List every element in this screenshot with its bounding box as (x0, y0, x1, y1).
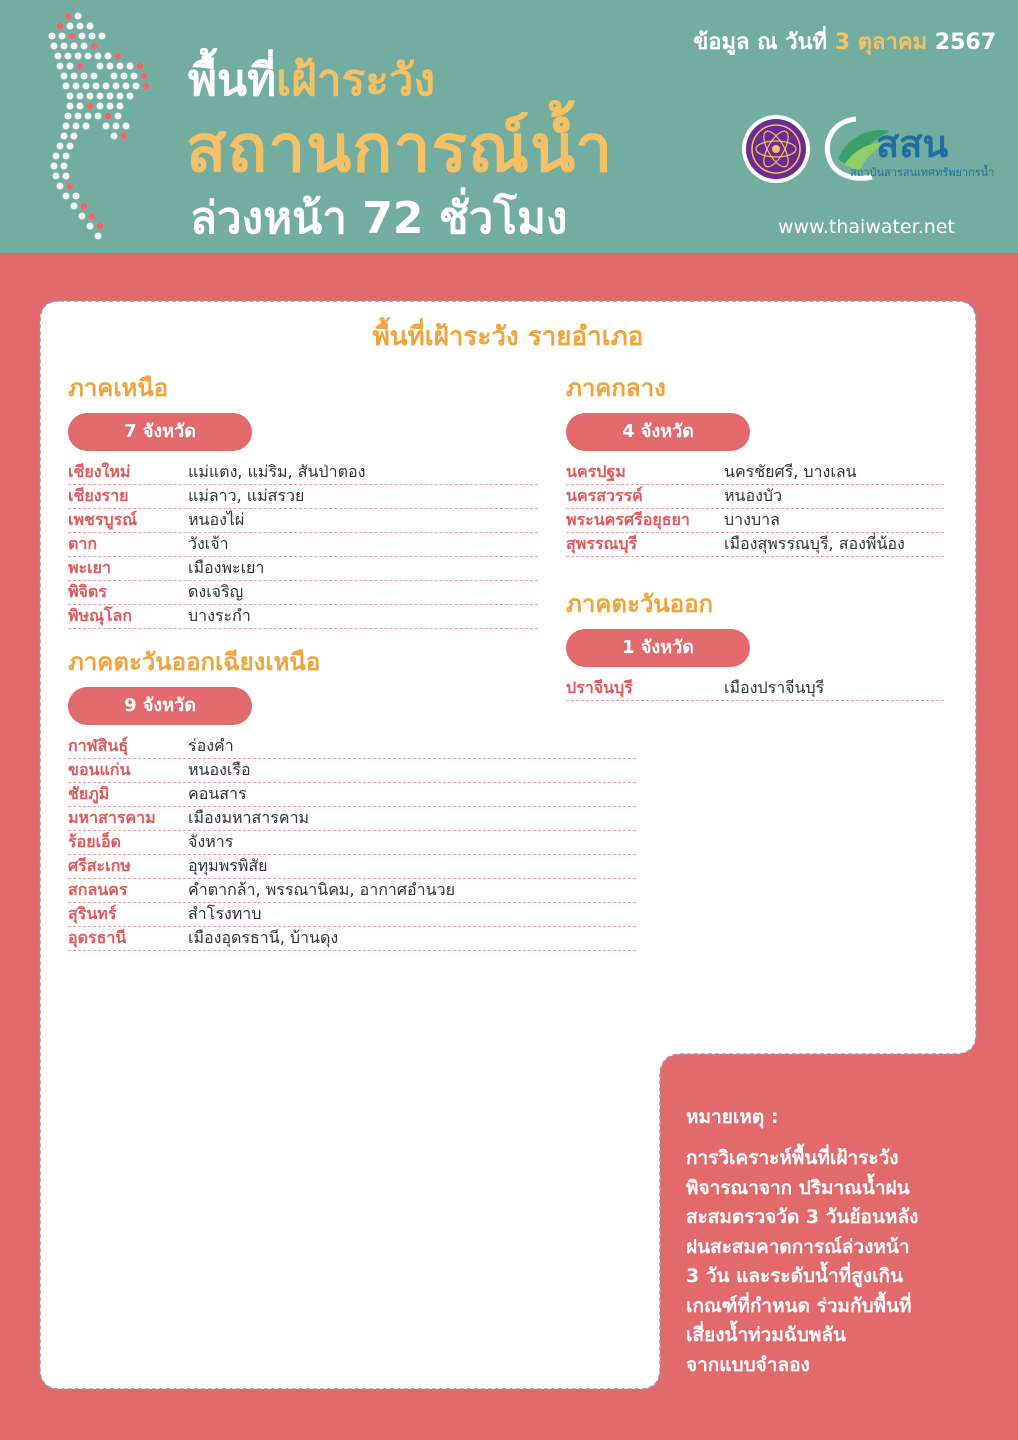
province-count-badge: 4 จังหวัด (566, 413, 750, 451)
table-row: เพชรบูรณ์ หนองไผ่ (68, 509, 538, 533)
note-line: จากแบบจำลอง (686, 1353, 810, 1376)
district-list (566, 461, 944, 557)
table-row: เชียงใหม่ แม่แตง, แม่ริม, สันป่าตอง (68, 461, 538, 485)
hii-org-abbr: สสน (876, 122, 949, 166)
data-date: ข้อมูล ณ วันที่ 3 ตุลาคม 2567 (693, 30, 996, 55)
district-list (68, 735, 636, 951)
table-row: สุรินทร์ สำโรงทาบ (68, 903, 636, 927)
region-title: ภาคเหนือ (68, 374, 169, 402)
table-row: พะเยา เมืองพะเยา (68, 557, 538, 581)
table-row: พิจิตร ดงเจริญ (68, 581, 538, 605)
table-row: เชียงราย แม่ลาว, แม่สรวย (68, 485, 538, 509)
region-east (566, 587, 944, 701)
region-title: ภาคตะวันออก (566, 590, 714, 618)
note-line: เสี่ยงน้ำท่วมฉับพลัน (686, 1324, 847, 1346)
note-line: สะสมตรวจวัด 3 วันย้อนหลัง (686, 1206, 919, 1228)
table-row: พิษณุโลก บางระกำ (68, 605, 538, 629)
region-central (566, 371, 944, 557)
region-title: ภาคกลาง (566, 374, 666, 402)
table-row: สกลนคร คำตากล้า, พรรณานิคม, อากาศอำนวย (68, 879, 636, 903)
region-north (68, 371, 538, 629)
note-line: พิจารณาจาก ปริมาณน้ำฝน (686, 1176, 910, 1199)
title-line-3: ล่วงหน้า 72 ชั่วโมง (190, 193, 568, 244)
table-row: ชัยภูมิ คอนสาร (68, 783, 636, 807)
note-line: ฝนสะสมคาดการณ์ล่วงหน้า (686, 1235, 910, 1258)
table-row: ตาก วังเจ้า (68, 533, 538, 557)
note-line: 3 วัน และระดับน้ำที่สูงเกิน (686, 1265, 904, 1287)
title-line-1: พื้นที่เฝ้าระวัง (188, 55, 436, 106)
note-title: หมายเหตุ : (686, 1106, 779, 1128)
note-line: การวิเคราะห์พื้นที่เฝ้าระวัง (686, 1147, 899, 1169)
province-count-badge: 7 จังหวัด (68, 413, 252, 451)
panel-title: พื้นที่เฝ้าระวัง รายอำเภอ (372, 322, 644, 352)
region-northeast (68, 645, 636, 951)
district-list (68, 461, 538, 629)
note-line: เกณฑ์ที่กำหนด ร่วมกับพื้นที่ (686, 1294, 912, 1317)
district-list (566, 677, 944, 701)
table-row: ปราจีนบุรี เมืองปราจีนบุรี (566, 677, 944, 701)
table-row: อุดรธานี เมืองอุดรธานี, บ้านดุง (68, 927, 636, 951)
table-row: ขอนแก่น หนองเรือ (68, 759, 636, 783)
remarks-note (686, 1102, 976, 1380)
title-line-2: สถานการณ์น้ำ (186, 110, 614, 187)
province-count-badge: 1 จังหวัด (566, 629, 750, 667)
website-url[interactable]: www.thaiwater.net (778, 216, 955, 238)
province-count-badge: 9 จังหวัด (68, 687, 252, 725)
table-row: สุพรรณบุรี เมืองสุพรรณบุรี, สองพี่น้อง (566, 533, 944, 557)
table-row: พระนครศรีอยุธยา บางบาล (566, 509, 944, 533)
region-title: ภาคตะวันออกเฉียงเหนือ (68, 648, 321, 676)
table-row: ศรีสะเกษ อุทุมพรพิสัย (68, 855, 636, 879)
table-row: มหาสารคาม เมืองมหาสารคาม (68, 807, 636, 831)
hii-org-fullname: สถาบันสารสนเทศทรัพยากรน้ำ (850, 166, 995, 179)
table-row: นครสวรรค์ หนองบัว (566, 485, 944, 509)
table-row: นครปฐม นครชัยศรี, บางเลน (566, 461, 944, 485)
table-row: ร้อยเอ็ด จังหาร (68, 831, 636, 855)
table-row: กาฬสินธุ์ ร่องคำ (68, 735, 636, 759)
